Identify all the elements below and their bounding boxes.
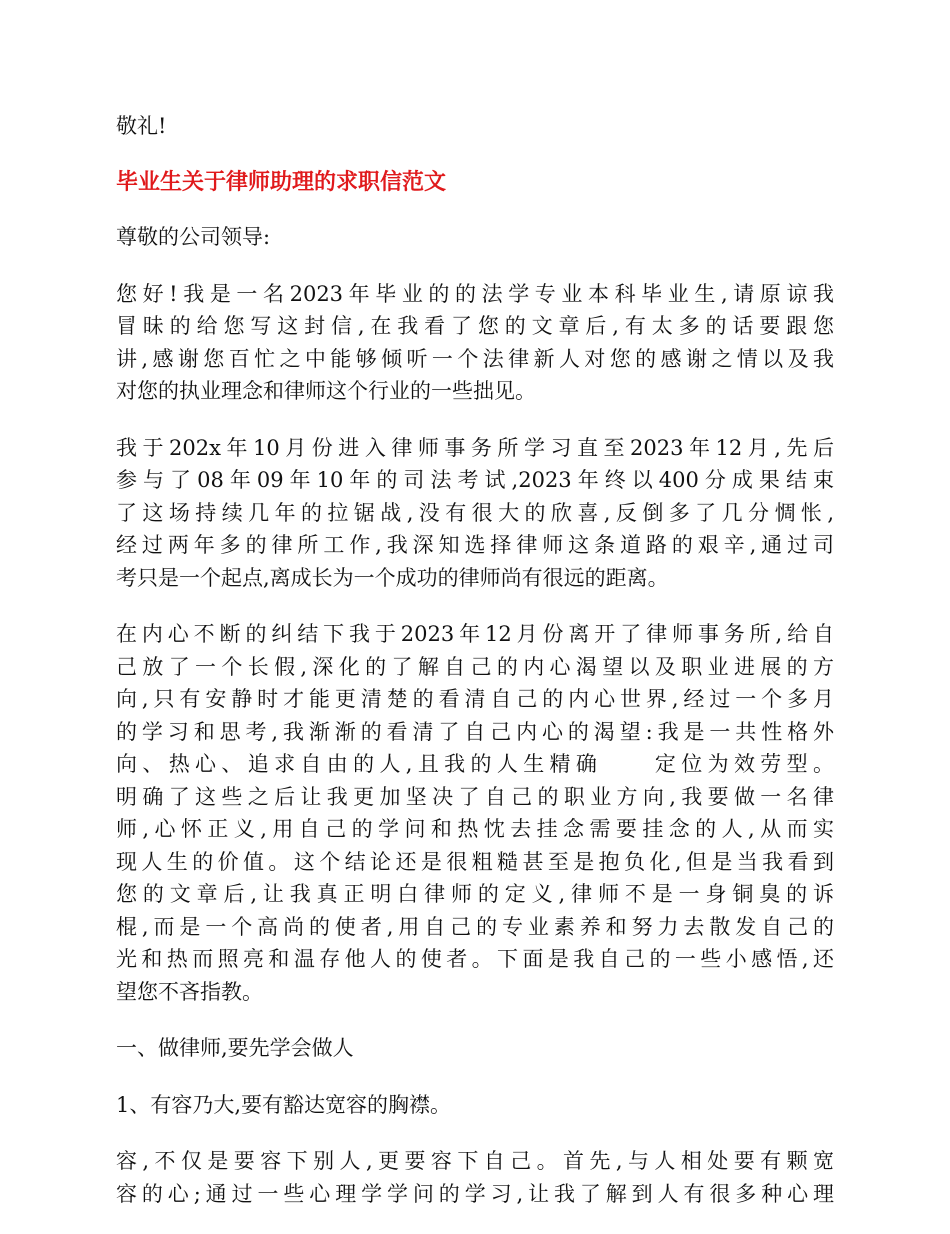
paragraph-3-line: 望您不吝指教。 (116, 979, 263, 1004)
paragraph-3-line: 向、热心、追求自由的人,且我的人生精确 定位为效劳型。 (116, 752, 834, 776)
paragraph-2-line: 考只是一个起点,离成长为一个成功的律师尚有很远的距离。 (116, 565, 669, 590)
paragraph-1-line: 冒昧的给您写这封信,在我看了您的文章后,有太多的话要跟您 (116, 314, 834, 338)
paragraph-2 (116, 432, 834, 595)
paragraph-3-line: 光和热而照亮和温存他人的使者。下面是我自己的一些小感悟,还 (116, 947, 834, 971)
paragraph-4-line: 容,不仅是要容下别人,更要容下自己。首先,与人相处要有颗宽 (116, 1149, 834, 1173)
paragraph-3-line: 的学习和思考,我渐渐的看清了自己内心的渴望:我是一共性格外 (116, 719, 834, 744)
paragraph-1-line: 对您的执业理念和律师这个行业的一些拙见。 (116, 379, 536, 403)
paragraph-4-line: 容的心;通过一些心理学学问的学习,让我了解到人有很多种心理 (116, 1181, 834, 1206)
paragraph-2-line: 我于202x年10月份进入律师事务所学习直至2023年12月,先后 (116, 435, 834, 460)
paragraph-3-line: 现人生的价值。这个结论还是很粗糙甚至是抱负化,但是当我看到 (116, 849, 834, 874)
paragraph-3-line: 师,心怀正义,用自己的学问和热忱去挂念需要挂念的人,从而实 (116, 817, 834, 841)
paragraph-3-line: 在内心不断的纠结下我于2023年12月份离开了律师事务所,给自 (116, 622, 834, 646)
paragraph-3 (116, 618, 834, 1008)
paragraph-2-line: 经过两年多的律所工作,我深知选择律师这条道路的艰辛,通过司 (116, 533, 834, 557)
paragraph-4 (116, 1145, 834, 1210)
paragraph-3-line: 明确了这些之后让我更加坚决了自己的职业方向,我要做一名律 (116, 784, 834, 809)
paragraph-1-line: 讲,感谢您百忙之中能够倾听一个法律新人对您的感谢之情以及我 (116, 346, 834, 371)
section-heading: 一、做律师,要先学会做人 (116, 1036, 354, 1060)
paragraph-3-line: 己放了一个长假,深化的了解自己的内心渴望以及职业进展的方 (116, 654, 834, 679)
paragraph-2-line: 参与了08年09年10年的司法考试,2023年终以400分成果结束 (116, 468, 834, 492)
document-title: 毕业生关于律师助理的求职信范文 (116, 169, 447, 195)
paragraph-3-line: 向,只有安静时才能更清楚的看清自己的内心世界,经过一个多月 (116, 687, 834, 711)
paragraph-3-line: 您的文章后,让我真正明白律师的定义,律师不是一身铜臭的诉 (116, 882, 834, 906)
point-1: 1、有容乃大,要有豁达宽容的胸襟。 (116, 1092, 452, 1117)
paragraph-2-line: 了这场持续几年的拉锯战,没有很大的欣喜,反倒多了几分惆怅, (116, 500, 834, 525)
closing-text: 敬礼! (116, 114, 167, 138)
paragraph-1-line: 您好!我是一名2023年毕业的的法学专业本科毕业生,请原谅我 (116, 281, 834, 306)
document-body (116, 110, 834, 1234)
paragraph-1 (116, 278, 834, 408)
salutation: 尊敬的公司领导: (116, 225, 271, 249)
paragraph-3-line: 棍,而是一个高尚的使者,用自己的专业素养和努力去散发自己的 (116, 914, 834, 939)
